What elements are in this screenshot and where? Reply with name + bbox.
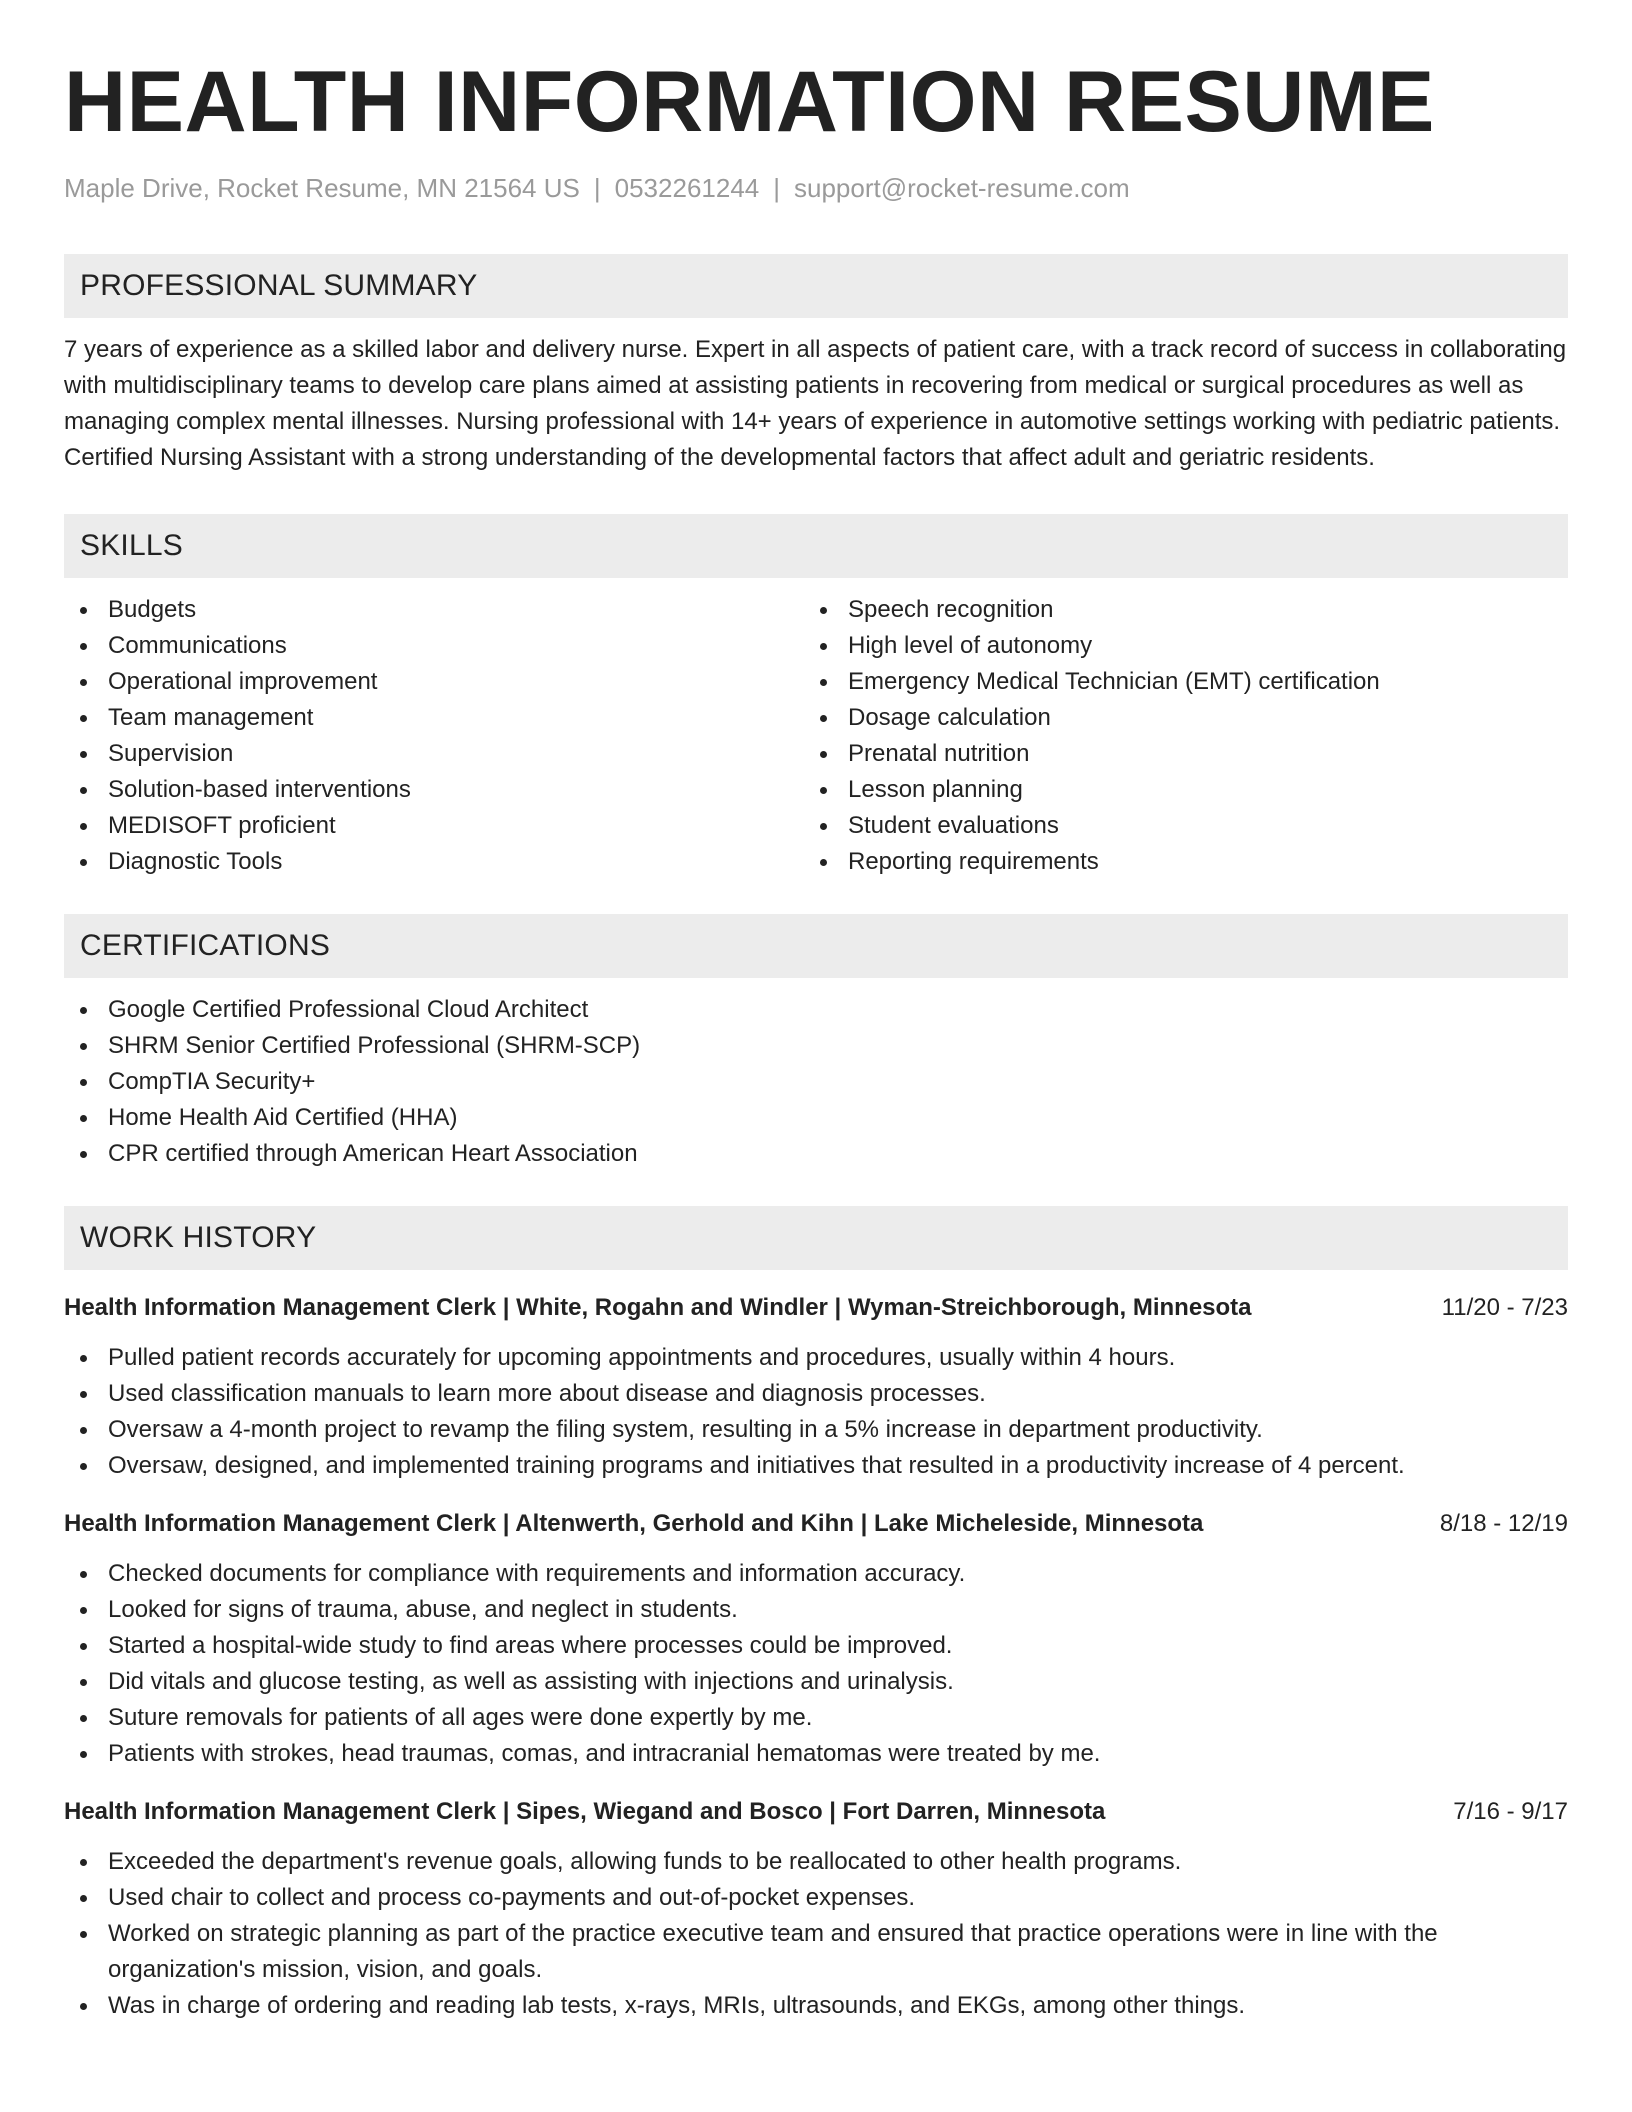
skill-item-text: Emergency Medical Technician (EMT) certification	[848, 668, 1380, 695]
certification-item-text: Google Certified Professional Cloud Architect	[108, 996, 589, 1023]
skill-item	[804, 844, 1544, 880]
job-bullet-text: Checked documents for compliance with requirements and information accuracy.	[108, 1560, 966, 1587]
bullet-dot-icon	[820, 787, 827, 794]
job-bullet-text: Used chair to collect and process co-payments and out-of-pocket expenses.	[108, 1884, 916, 1911]
job-bullet	[64, 1592, 1568, 1628]
skill-item	[64, 844, 804, 880]
bullet-dot-icon	[820, 715, 827, 722]
job-dates: 8/18 - 12/19	[1439, 1510, 1568, 1537]
bullet-dot-icon	[80, 751, 87, 758]
bullet-dot-icon	[80, 1571, 87, 1578]
bullet-dot-icon	[80, 1643, 87, 1650]
resume-title: HEALTH INFORMATION RESUME	[64, 54, 1435, 150]
bullet-dot-icon	[80, 1607, 87, 1614]
skill-item-text: Speech recognition	[848, 596, 1054, 623]
summary-text: 7 years of experience as a skilled labor and delivery nurse. Expert in all aspects of patient care, with a track record of success in collaborating with multidisciplinary teams to develop care plans aimed at assisting patients in recovering from medical or surgical procedures as well as managing complex mental illnesses. Nursing professional with 14+ years of experience in automotive settings working with pediatric patients. Certified Nursing Assistant with a strong understanding of the developmental factors that affect adult and geriatric residents.	[64, 336, 1567, 471]
bullet-dot-icon	[80, 1679, 87, 1686]
job-bullet	[64, 1340, 1568, 1376]
job-bullet-text: Oversaw, designed, and implemented training programs and initiatives that resulted in a productivity increase of 4 percent.	[108, 1452, 1405, 1479]
skill-item-text: Diagnostic Tools	[108, 848, 283, 875]
bullet-dot-icon	[80, 1115, 87, 1122]
certification-item	[64, 1136, 1568, 1172]
job-bullet	[64, 1700, 1568, 1736]
job-header	[64, 1506, 1568, 1542]
skill-item	[804, 700, 1544, 736]
skill-item-text: Budgets	[108, 596, 197, 623]
job-bullet-text: Did vitals and glucose testing, as well as assisting with injections and urinalysis.	[108, 1668, 954, 1695]
bullet-dot-icon	[80, 1391, 87, 1398]
skill-item	[64, 592, 804, 628]
certification-item-text: CPR certified through American Heart Association	[108, 1140, 638, 1167]
bullet-dot-icon	[80, 1427, 87, 1434]
certification-item	[64, 1064, 1568, 1100]
section-header-summary: PROFESSIONAL SUMMARY	[64, 254, 1568, 318]
job-title: Health Information Management Clerk | Sipes, Wiegand and Bosco | Fort Darren, Minnesota	[64, 1798, 1106, 1825]
job-title: Health Information Management Clerk | Altenwerth, Gerhold and Kihn | Lake Micheleside, Minnesota	[64, 1510, 1204, 1537]
job-bullet	[64, 1988, 1568, 2024]
contact-separator: |	[593, 173, 601, 203]
certification-item-text: SHRM Senior Certified Professional (SHRM-SCP)	[108, 1032, 641, 1059]
job-bullet	[64, 1628, 1568, 1664]
bullet-dot-icon	[80, 1715, 87, 1722]
bullet-dot-icon	[820, 859, 827, 866]
contact-line	[64, 172, 1568, 204]
job-bullet-text: Started a hospital-wide study to find areas where processes could be improved.	[108, 1632, 953, 1659]
skill-item-text: Solution-based interventions	[108, 776, 411, 803]
contact-separator: |	[773, 173, 781, 203]
skill-item	[64, 700, 804, 736]
bullet-dot-icon	[80, 1355, 87, 1362]
job-bullet	[64, 1448, 1568, 1484]
job-bullet	[64, 1916, 1568, 1988]
bullet-dot-icon	[80, 1751, 87, 1758]
skill-item-text: Dosage calculation	[848, 704, 1051, 731]
job-dates: 11/20 - 7/23	[1441, 1294, 1568, 1321]
skill-item-text: Communications	[108, 632, 287, 659]
skill-item	[804, 772, 1544, 808]
skill-item	[804, 664, 1544, 700]
bullet-dot-icon	[80, 1931, 87, 1938]
bullet-dot-icon	[80, 823, 87, 830]
skill-item-text: High level of autonomy	[848, 632, 1093, 659]
skill-item-text: Student evaluations	[848, 812, 1059, 839]
bullet-dot-icon	[80, 1895, 87, 1902]
job-bullet-text: Pulled patient records accurately for upcoming appointments and procedures, usually within 4 hours.	[108, 1344, 1176, 1371]
certification-item	[64, 1028, 1568, 1064]
job-bullets	[64, 1340, 1568, 1484]
skill-item	[64, 736, 804, 772]
job-bullet-text: Patients with strokes, head traumas, comas, and intracranial hematomas were treated by me.	[108, 1740, 1101, 1767]
bullet-dot-icon	[80, 1007, 87, 1014]
section-header-skills: SKILLS	[64, 514, 1568, 578]
skills-left-column	[64, 592, 804, 880]
skill-item-text: Operational improvement	[108, 668, 378, 695]
certification-item-text: Home Health Aid Certified (HHA)	[108, 1104, 458, 1131]
bullet-dot-icon	[80, 1151, 87, 1158]
bullet-dot-icon	[80, 643, 87, 650]
bullet-dot-icon	[80, 2003, 87, 2010]
contact-email: support@rocket-resume.com	[794, 173, 1130, 203]
job-bullets	[64, 1844, 1568, 2024]
certifications-list	[64, 992, 1568, 1172]
bullet-dot-icon	[820, 751, 827, 758]
bullet-dot-icon	[80, 1043, 87, 1050]
skill-item-text: MEDISOFT proficient	[108, 812, 336, 839]
job-bullet	[64, 1556, 1568, 1592]
bullet-dot-icon	[80, 715, 87, 722]
bullet-dot-icon	[80, 1079, 87, 1086]
skill-item	[64, 772, 804, 808]
job-bullet	[64, 1844, 1568, 1880]
skills-right-column	[804, 592, 1544, 880]
job-bullet-text: Worked on strategic planning as part of the practice executive team and ensured that practice operations were in line with the organization's mission, vision, and goals.	[108, 1920, 1438, 1983]
bullet-dot-icon	[80, 607, 87, 614]
skill-item	[64, 664, 804, 700]
skill-item	[64, 808, 804, 844]
certification-item-text: CompTIA Security+	[108, 1068, 316, 1095]
work-history-list	[64, 1290, 1568, 2024]
section-header-certifications: CERTIFICATIONS	[64, 914, 1568, 978]
job-bullet-text: Looked for signs of trauma, abuse, and neglect in students.	[108, 1596, 738, 1623]
certification-item	[64, 992, 1568, 1028]
contact-phone: 0532261244	[614, 173, 760, 203]
skill-item	[804, 628, 1544, 664]
skill-item-text: Lesson planning	[848, 776, 1023, 803]
job-header	[64, 1794, 1568, 1830]
skill-item-text: Prenatal nutrition	[848, 740, 1030, 767]
skills-grid	[64, 592, 1568, 880]
job-bullet	[64, 1664, 1568, 1700]
job-entry	[64, 1290, 1568, 1484]
certification-item	[64, 1100, 1568, 1136]
job-bullet-text: Was in charge of ordering and reading lab tests, x-rays, MRIs, ultrasounds, and EKGs, among other things.	[108, 1992, 1246, 2019]
bullet-dot-icon	[80, 787, 87, 794]
job-bullet-text: Used classification manuals to learn more about disease and diagnosis processes.	[108, 1380, 986, 1407]
skill-item	[804, 736, 1544, 772]
skill-item	[804, 808, 1544, 844]
job-dates: 7/16 - 9/17	[1453, 1798, 1568, 1825]
job-entry	[64, 1506, 1568, 1772]
contact-address: Maple Drive, Rocket Resume, MN 21564 US	[64, 173, 580, 203]
skill-item	[64, 628, 804, 664]
bullet-dot-icon	[80, 1463, 87, 1470]
skill-item-text: Team management	[108, 704, 314, 731]
skill-item-text: Supervision	[108, 740, 234, 767]
bullet-dot-icon	[820, 607, 827, 614]
bullet-dot-icon	[820, 679, 827, 686]
bullet-dot-icon	[820, 643, 827, 650]
job-title: Health Information Management Clerk | White, Rogahn and Windler | Wyman-Streichborough, Minnesota	[64, 1294, 1252, 1321]
job-bullet-text: Exceeded the department's revenue goals, allowing funds to be reallocated to other health programs.	[108, 1848, 1182, 1875]
job-header	[64, 1290, 1568, 1326]
job-bullet-text: Suture removals for patients of all ages were done expertly by me.	[108, 1704, 813, 1731]
job-bullet	[64, 1880, 1568, 1916]
bullet-dot-icon	[820, 823, 827, 830]
bullet-dot-icon	[80, 1859, 87, 1866]
job-bullet	[64, 1412, 1568, 1448]
job-bullet	[64, 1376, 1568, 1412]
job-entry	[64, 1794, 1568, 2024]
job-bullets	[64, 1556, 1568, 1772]
job-bullet-text: Oversaw a 4-month project to revamp the filing system, resulting in a 5% increase in department productivity.	[108, 1416, 1263, 1443]
section-header-work-history: WORK HISTORY	[64, 1206, 1568, 1270]
job-bullet	[64, 1736, 1568, 1772]
skill-item-text: Reporting requirements	[848, 848, 1099, 875]
bullet-dot-icon	[80, 859, 87, 866]
skill-item	[804, 592, 1544, 628]
bullet-dot-icon	[80, 679, 87, 686]
